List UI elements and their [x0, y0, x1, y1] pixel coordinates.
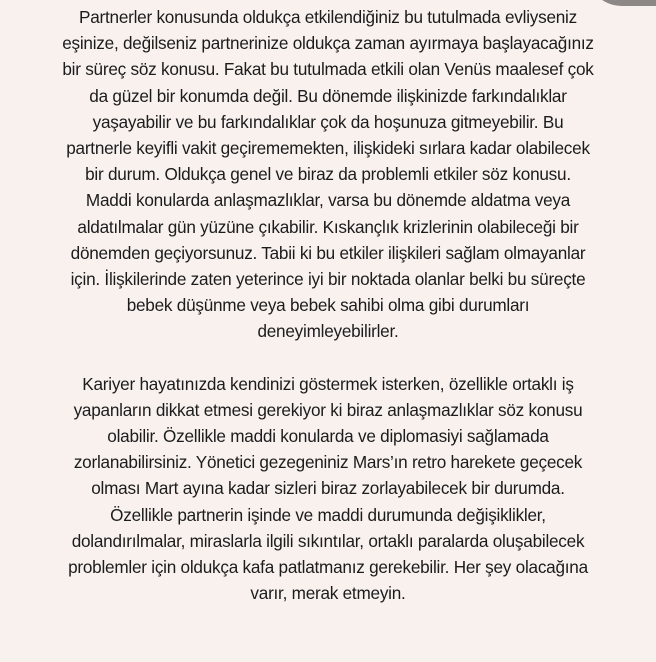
text-line: yapanların dikkat etmesi gerekiyor ki biraz anlaşmazlıklar söz konusu — [73, 399, 583, 420]
text-line: bir durum. Oldukça genel ve biraz da problemli etkiler söz konusu. — [85, 164, 571, 185]
text-line: dolandırılmalar, miraslarla ilgili sıkıntılar, ortaklı paralarda oluşabilecek — [71, 530, 585, 551]
text-line: bebek düşünme veya bebek sahibi olma gibi durumları — [126, 295, 530, 316]
text-line: olabilir. Özellikle maddi konularda ve diplomasiyi sağlamada — [107, 426, 549, 447]
text-line: olması Mart ayına kadar sizleri biraz zorlayabilecek bir durumda. — [91, 478, 565, 499]
text-line: problemler için oldukça kafa patlatmanız gerekebilir. Her şey olacağına — [68, 557, 588, 578]
text-line: için. İlişkilerinde zaten yeterince iyi bir noktada olanlar belki bu süreçte — [70, 269, 586, 290]
text-line: eşinize, değilseniz partnerinize oldukça zaman ayırmaya başlayacağınız — [62, 33, 594, 54]
text-line: varır, merak etmeyin. — [250, 583, 406, 604]
text-line: Kariyer hayatınızda kendinizi göstermek isterken, özellikle ortaklı iş — [82, 373, 574, 394]
text-line: da güzel bir konumda değil. Bu dönemde ilişkinizde farkındalıklar — [89, 85, 567, 106]
text-line: zorlanabilirsiniz. Yönetici gezegeniniz Mars’ın retro harekete geçecek — [73, 452, 583, 473]
paragraph-spacer — [0, 345, 656, 371]
text-line: partnerle keyifli vakit geçirememekten, ilişkideki sırlara kadar olabilecek — [66, 138, 590, 159]
text-line: aldatılmalar gün yüzüne çıkabilir. Kıskançlık krizlerinin olabileceği bir — [77, 216, 579, 237]
text-line: Maddi konularda anlaşmazlıklar, varsa bu dönemde aldatma veya — [85, 190, 571, 211]
text-line: Özellikle partnerin işinde ve maddi durumunda değişiklikler, — [110, 504, 546, 525]
text-line: deneyimleyebilirler. — [257, 321, 399, 342]
text-line: Partnerler konusunda oldukça etkilendiğiniz bu tutulmada evliyseniz — [79, 7, 577, 27]
text-line: dönemden geçiyorsunuz. Tabii ki bu etkiler ilişkileri sağlam olmayanlar — [70, 242, 586, 263]
document-body — [0, 4, 656, 606]
text-line: yaşayabilir ve bu farkındalıklar çok da hoşunuza gitmeyebilir. Bu — [92, 111, 564, 132]
paragraph-career — [0, 371, 656, 607]
text-line: bir süreç söz konusu. Fakat bu tutulmada etkili olan Venüs maalesef çok — [62, 59, 594, 80]
paragraph-relationships — [0, 4, 656, 345]
